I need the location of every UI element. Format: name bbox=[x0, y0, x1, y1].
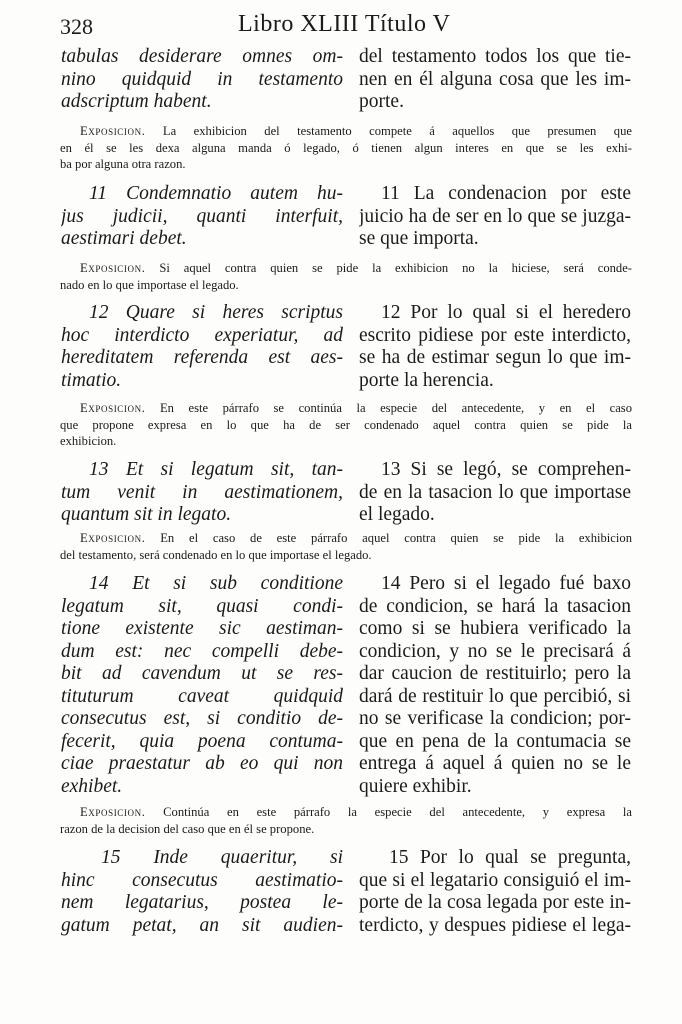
latin-text-block bbox=[61, 183, 343, 251]
spanish-line: se ha de estimar segun lo que im- bbox=[359, 347, 631, 368]
exposicion-block bbox=[60, 123, 632, 173]
spanish-text-block bbox=[359, 183, 631, 251]
exposicion-label: Exposicion. bbox=[80, 124, 146, 138]
latin-line: ciae praestatur ab eo qui non bbox=[61, 753, 343, 774]
spanish-text-block bbox=[359, 459, 631, 527]
spanish-text-block bbox=[359, 302, 631, 392]
latin-line: 15 Inde quaeritur, si bbox=[101, 847, 343, 868]
spanish-line: dar caucion de restituirlo; pero la bbox=[359, 663, 631, 684]
exposicion-line: que propone expresa en lo que ha de ser condenado aquel contra quien se pide la bbox=[60, 417, 632, 432]
spanish-line: no se verificase la condicion; por- bbox=[359, 708, 631, 729]
latin-line: exhibet. bbox=[61, 775, 123, 797]
exposicion-line: Exposicion. Si aquel contra quien se pide la exhibicion no la hiciese, será conde- bbox=[80, 261, 632, 275]
exposicion-line: ba por alguna otra razon. bbox=[60, 157, 186, 171]
spanish-line: como si se hubiera verificado la bbox=[359, 618, 631, 639]
exposicion-block bbox=[60, 260, 632, 293]
spanish-line: del testamento todos los que tie- bbox=[359, 46, 631, 67]
latin-line: 11 Condemnatio autem hu- bbox=[89, 183, 343, 204]
spanish-line: escrito pidiese por este interdicto, bbox=[359, 324, 631, 346]
latin-line: tabulas desiderare omnes om- bbox=[61, 46, 343, 67]
exposicion-line: razon de la decision del caso que en él se propone. bbox=[60, 821, 315, 836]
latin-line: quantum sit in legato. bbox=[61, 504, 232, 525]
latin-line: nino quidquid in testamento bbox=[61, 68, 343, 90]
spanish-line: porte de la cosa legada por este in- bbox=[359, 892, 631, 913]
spanish-line: juicio ha de ser en lo que se juzga- bbox=[359, 205, 631, 227]
latin-line: tum venit in aestimationem, bbox=[61, 481, 343, 503]
exposicion-line: nado en lo que importase el legado. bbox=[60, 277, 239, 292]
spanish-line: 11 La condenacion por este bbox=[381, 183, 631, 204]
exposicion-line: Exposicion. En este párrafo se continúa la especie del antecedente, y en el caso bbox=[80, 401, 632, 415]
latin-line: hereditatem referenda est aes- bbox=[61, 347, 343, 368]
latin-line: aestimari debet. bbox=[61, 228, 187, 249]
spanish-line: terdicto, y despues pidiese el lega- bbox=[359, 914, 631, 936]
latin-line: legatum sit, quasi condi- bbox=[61, 595, 343, 617]
spanish-text-block bbox=[359, 847, 631, 937]
spanish-line: quiere exhibir. bbox=[359, 775, 472, 797]
exposicion-line: en él se les dexa alguna manda ó legado, ó tienen algun interes en que se les exhi- bbox=[60, 140, 632, 155]
exposicion-block bbox=[60, 804, 632, 837]
latin-line: hoc interdicto experiatur, ad bbox=[61, 324, 343, 346]
spanish-line: que si el legatario consiguió el im- bbox=[359, 869, 631, 891]
running-title: Libro XLIII Título V bbox=[238, 11, 451, 37]
exposicion-line: Exposicion. Continúa en este párrafo la especie del antecedente, y expresa la bbox=[80, 805, 632, 819]
exposicion-label: Exposicion. bbox=[80, 805, 146, 819]
spanish-line: porte la herencia. bbox=[359, 369, 494, 391]
latin-line: nem legatarius, postea le- bbox=[61, 892, 343, 913]
latin-line: fecerit, quia poena contuma- bbox=[61, 730, 343, 752]
exposicion-line: Exposicion. En el caso de este párrafo aquel contra quien se pide la exhibicion bbox=[80, 531, 632, 545]
page-number: 328 bbox=[60, 14, 93, 39]
latin-line: tituturum caveat quidquid bbox=[61, 685, 343, 707]
exposicion-label: Exposicion. bbox=[80, 261, 146, 275]
spanish-line: dará de restituir lo que percibió, si bbox=[359, 685, 631, 707]
spanish-line: que en pena de la contumacia se bbox=[359, 730, 631, 752]
spanish-line: el legado. bbox=[359, 504, 435, 525]
spanish-line: 13 Si se legó, se comprehen- bbox=[381, 459, 631, 480]
latin-line: gatum petat, an sit audien- bbox=[61, 914, 343, 936]
exposicion-line: exhibicion. bbox=[60, 434, 117, 448]
exposicion-block bbox=[60, 400, 632, 450]
exposicion-line: del testamento, será condenado en lo que importase el legado. bbox=[60, 547, 372, 562]
latin-line: consecutus est, si conditio de- bbox=[61, 708, 343, 729]
latin-line: 14 Et si sub conditione bbox=[89, 573, 343, 594]
latin-text-block bbox=[61, 847, 343, 937]
spanish-line: se que importa. bbox=[359, 228, 479, 249]
exposicion-label: Exposicion. bbox=[80, 401, 146, 415]
spanish-line: condicion, y no se le precisará á bbox=[359, 640, 631, 662]
latin-text-block bbox=[61, 46, 343, 114]
latin-text-block bbox=[61, 573, 343, 798]
exposicion-line: Exposicion. La exhibicion del testamento compete á aquellos que presumen que bbox=[80, 124, 632, 138]
exposicion-block bbox=[60, 530, 632, 563]
spanish-text-block bbox=[359, 46, 631, 114]
latin-line: bit ad cavendum ut se res- bbox=[61, 663, 343, 684]
spanish-line: 15 Por lo qual se pregunta, bbox=[389, 847, 631, 868]
latin-line: hinc consecutus aestimatio- bbox=[61, 869, 343, 891]
spanish-line: 14 Pero si el legado fué baxo bbox=[381, 573, 631, 594]
exposicion-label: Exposicion. bbox=[80, 531, 146, 545]
spanish-line: de en la tasacion lo que importase bbox=[359, 481, 631, 503]
latin-text-block bbox=[61, 459, 343, 527]
latin-line: tione existente sic aestiman- bbox=[61, 618, 343, 639]
latin-line: adscriptum habent. bbox=[61, 91, 212, 112]
spanish-line: nen en él alguna cosa que les im- bbox=[359, 68, 631, 90]
latin-line: 12 Quare si heres scriptus bbox=[89, 302, 343, 323]
spanish-line: de condicion, se hará la tasacion bbox=[359, 595, 631, 617]
latin-line: 13 Et si legatum sit, tan- bbox=[89, 459, 343, 480]
spanish-text-block bbox=[359, 573, 631, 798]
spanish-line: porte. bbox=[359, 91, 404, 112]
latin-text-block bbox=[61, 302, 343, 392]
spanish-line: entrega á aquel á quien no se le bbox=[359, 753, 631, 774]
spanish-line: 12 Por lo qual si el heredero bbox=[381, 302, 631, 323]
latin-line: timatio. bbox=[61, 369, 122, 391]
latin-line: jus judicii, quanti interfuit, bbox=[61, 205, 343, 227]
latin-line: dum est: nec compelli debe- bbox=[61, 640, 343, 662]
